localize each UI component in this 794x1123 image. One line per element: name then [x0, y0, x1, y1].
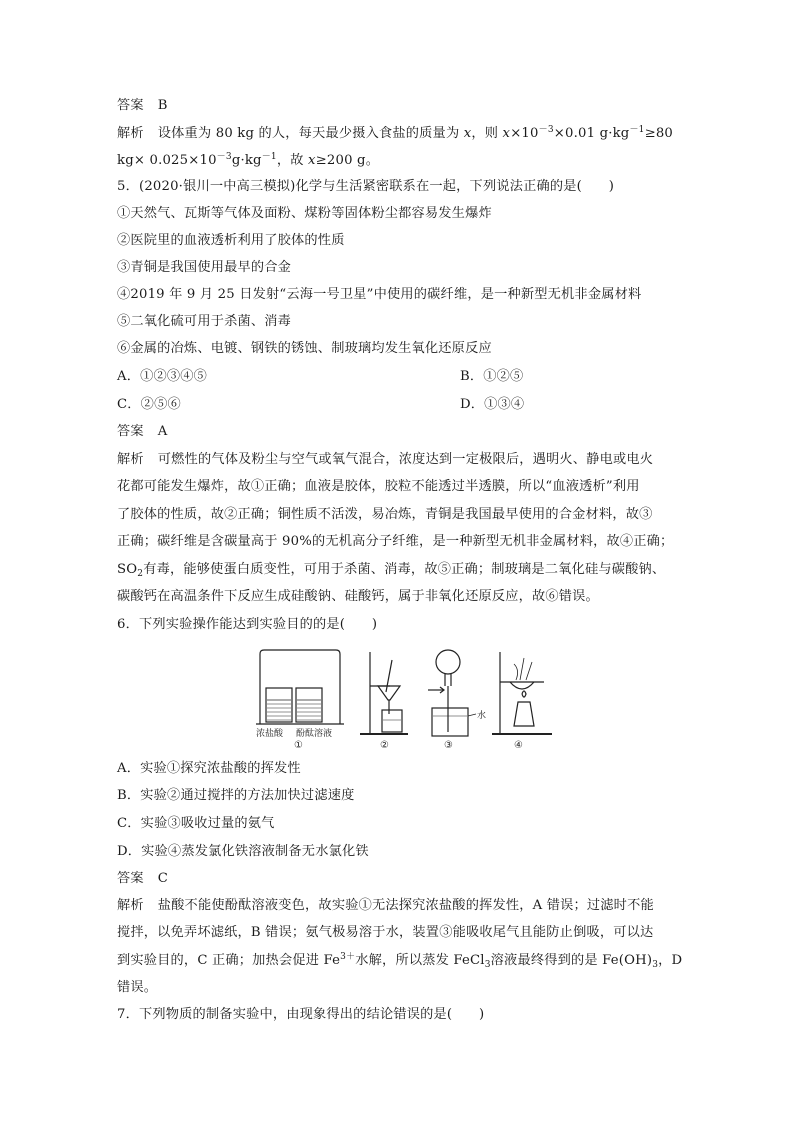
q5-item-6: ⑥金属的冶炼、电镀、钢铁的锈蚀、制玻璃均发生氧化还原反应: [117, 341, 492, 356]
answer-value: B: [157, 98, 168, 113]
q5-analysis-line-6: 碳酸钙在高温条件下反应生成硅酸钠、硅酸钙，属于非氧化还原反应，故⑥错误。: [117, 589, 599, 604]
q6-option-b: B．实验②通过搅拌的方法加快过滤速度: [117, 788, 355, 803]
option-a: A．①②③④⑤: [117, 369, 208, 384]
q5-item-5: ⑤二氧化硫可用于杀菌、消毒: [117, 314, 292, 329]
figure-number-4: ④: [514, 740, 523, 750]
subscript: 3: [484, 960, 491, 970]
subscript: 3: [652, 960, 659, 970]
apparatus-4-evaporation: [492, 652, 552, 734]
text: ，D: [658, 953, 683, 968]
variable: x: [502, 126, 511, 141]
answer-value: A: [157, 424, 168, 439]
q5-analysis-line-2: 花都可能发生爆炸，故①正确；血液是胶体，胶粒不能透过半透膜，所以“血液透析”利用: [117, 479, 640, 494]
text: ≥80: [644, 126, 674, 141]
label-conc-hcl: 浓盐酸: [256, 729, 284, 739]
analysis-label: 解析: [117, 452, 144, 467]
apparatus-2-filtration: [360, 652, 408, 734]
q5-analysis-line-4: 正确；碳纤维是含碳量高于 90%的无机高分子纤维，是一种新型无机非金属材料，故④正确；: [117, 534, 674, 549]
experiment-figure: [252, 646, 552, 750]
text: 有毒，能够使蛋白质变性，可用于杀菌、消毒，故⑤正确；制玻璃是二氧化硅与碳酸钠、: [143, 562, 666, 577]
text: 设体重为 80 kg 的人，每天最少摄入食盐的质量为: [157, 126, 464, 141]
text: ≥200 g。: [315, 153, 380, 168]
q6-analysis-line-4: 错误。: [117, 980, 158, 995]
text: g·kg: [231, 153, 262, 168]
q5-item-3: ③青铜是我国使用最早的合金: [117, 260, 292, 275]
q5-stem: 5．(2020·银川一中高三模拟)化学与生活紧密联系在一起，下列说法正确的是( ): [117, 179, 615, 194]
superscript: －3: [216, 152, 232, 162]
q6-option-c: C．实验③吸收过量的氨气: [117, 816, 275, 831]
q4-answer: [117, 92, 682, 119]
q4-analysis-line-2: [117, 147, 682, 174]
q7-stem: 7．下列物质的制备实验中，由现象得出的结论错误的是( ): [117, 1007, 485, 1022]
q6-option-d: D．实验④蒸发氯化铁溶液制备无水氯化铁: [117, 844, 369, 859]
text: ，故: [276, 153, 308, 168]
figure-number-1: ①: [294, 740, 303, 750]
figure-number-2: ②: [380, 740, 389, 750]
q6-option-a: A．实验①探究浓盐酸的挥发性: [117, 761, 301, 776]
text: 到实验目的，C 正确；加热会促进 Fe: [117, 953, 341, 968]
subscript: 2: [137, 569, 144, 579]
superscript: 3＋: [340, 952, 356, 962]
answer-label: 答案: [117, 98, 144, 113]
answer-label: 答案: [117, 871, 144, 886]
figure-number-3: ③: [444, 740, 453, 750]
superscript: －1: [261, 152, 277, 162]
variable: x: [308, 153, 316, 168]
label-phenolphthalein: 酚酞溶液: [296, 729, 333, 739]
option-d: D．①③④: [460, 397, 525, 412]
text: kg× 0.025×10: [117, 153, 217, 168]
q5-item-4: ④2019 年 9 月 25 日发射“云海一号卫星”中使用的碳纤维，是一种新型无机非金属材料: [117, 287, 642, 302]
answer-label: 答案: [117, 424, 144, 439]
apparatus-1-bell-jar: [256, 650, 344, 724]
analysis-label: 解析: [117, 898, 144, 913]
q5-analysis-line-3: 了胶体的性质，故②正确；铜性质不活泼，易冶炼，青铜是我国最早使用的合金材料，故③: [117, 507, 653, 522]
q5-item-1: ①天然气、瓦斯等气体及面粉、煤粉等固体粉尘都容易发生爆炸: [117, 206, 492, 221]
text: ×0.01 g·kg: [553, 126, 630, 141]
q5-options-ab: [117, 363, 682, 390]
q6-analysis-line-3: [117, 947, 682, 974]
q6-analysis-line-2: 搅拌，以免弄坏滤纸，B 错误；氨气极易溶于水，装置③能吸收尾气且能防止倒吸，可以达: [117, 925, 654, 940]
option-b: B．①②⑤: [460, 369, 524, 384]
text: ，则: [471, 126, 503, 141]
q5-item-2: ②医院里的血液透析利用了胶体的性质: [117, 233, 345, 248]
q5-analysis-line-1: [117, 446, 682, 473]
text: SO: [117, 562, 138, 577]
variable: x: [463, 126, 472, 141]
text: 溶液最终得到的是 Fe(OH): [490, 953, 653, 968]
apparatus-3-absorption: [428, 650, 476, 736]
superscript: －3: [538, 125, 554, 135]
option-c: C．②⑤⑥: [117, 397, 181, 412]
q6-stem: 6．下列实验操作能达到实验目的的是( ): [117, 617, 378, 632]
text: 可燃性的气体及粉尘与空气或氧气混合，浓度达到一定极限后，遇明火、静电或电火: [157, 452, 654, 467]
superscript: －1: [629, 125, 645, 135]
label-water: 水: [477, 711, 487, 721]
answer-value: C: [157, 871, 169, 886]
q4-analysis-line-1: [117, 120, 682, 147]
text: ×10: [510, 126, 539, 141]
q5-analysis-line-5: [117, 556, 682, 583]
text: 盐酸不能使酚酞溶液变色，故实验①无法探究浓盐酸的挥发性，A 错误；过滤时不能: [157, 898, 654, 913]
q5-answer: [117, 418, 682, 445]
q5-options-cd: [117, 391, 682, 418]
text: 水解，所以蒸发 FeCl: [355, 953, 485, 968]
analysis-label: 解析: [117, 126, 144, 141]
q6-analysis-line-1: [117, 892, 682, 919]
q6-answer: [117, 865, 682, 892]
